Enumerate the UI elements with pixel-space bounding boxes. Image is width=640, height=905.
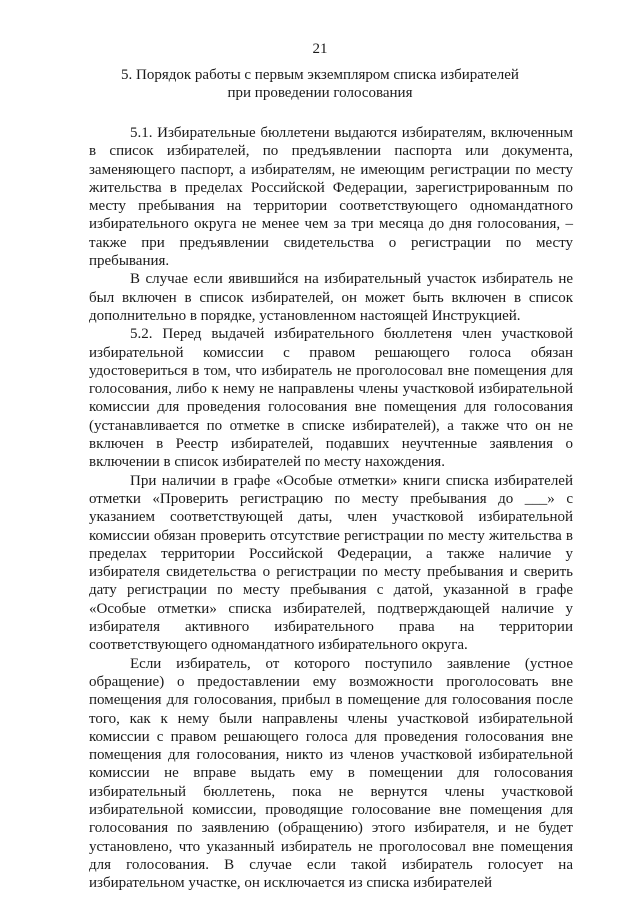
section-title-line-1: 5. Порядок работы с первым экземпляром списка избирателей [121, 67, 519, 83]
page-number: 21 [312, 41, 328, 57]
document-body [89, 124, 573, 892]
paragraph-outside-voting: Если избиратель, от которого поступило заявление (устное обращение) о предоставлении ему возможности проголосовать вне помещения для голосования, прибыл в помещение для голосования после того, как к нему были направлены члены участковой избирательной комиссии с правом решающего голоса для проведения голосования вне помещения для голосования, никто из членов участковой избирательной комиссии не вправе выдать ему в помещении для голосования избирательный бюллетень, пока не вернутся члены участковой избирательной комиссии, проводящие голосование вне помещения для голосования по заявлению (обращению) этого избирателя, и не будет установлено, что указанный избиратель не проголосовал вне помещения для голосования. В случае если такой избиратель голосует на избирательном участке, он исключается из списка избирателей [89, 655, 573, 892]
paragraph-5-2: 5.2. Перед выдачей избирательного бюллетеня член участковой избирательной комиссии с правом решающего голоса обязан удостовериться в том, что избиратель не проголосовал вне помещения для голосования, либо к нему не направлены члены участковой избирательной комиссии для проведения голосования вне помещения для голосования (устанавливается по отметке в списке избирателей), а также что он не включен в Реестр избирателей, подавших неучтенные заявления о включении в список избирателей по месту нахождения. [89, 326, 573, 471]
paragraph-not-in-list: В случае если явившийся на избирательный участок избиратель не был включен в список избирателей, он может быть включен в список дополнительно в порядке, установленном настоящей Инструкцией. [89, 271, 573, 324]
paragraph-special-marks: При наличии в графе «Особые отметки» книги списка избирателей отметки «Проверить регистрацию по месту пребывания до ___» с указанием соответствующей даты, член участковой избирательной комиссии обязан проверить отсутствие регистрации по месту жительства в пределах территории Российской Федерации, а также наличие у избирателя свидетельства о регистрации по месту пребывания и сверить дату регистрации по месту пребывания с датой, указанной в графе «Особые отметки» списка избирателей, подтверждающей наличие у избирателя активного избирательного права на территории соответствующего одномандатного избирательного округа. [89, 472, 573, 654]
section-title [70, 66, 570, 102]
section-title-line-2: при проведении голосования [227, 85, 413, 101]
paragraph-5-1: 5.1. Избирательные бюллетени выдаются избирателям, включенным в список избирателей, по предъявлении паспорта или документа, заменяющего паспорт, а избирателям, не имеющим регистрации по месту жительства в пределах Российской Федерации, зарегистрированным по месту пребывания на территории соответствующего одномандатного избирательного округа не менее чем за три месяца до дня голосования, – также при предъявлении свидетельства о регистрации по месту пребывания. [89, 125, 573, 270]
